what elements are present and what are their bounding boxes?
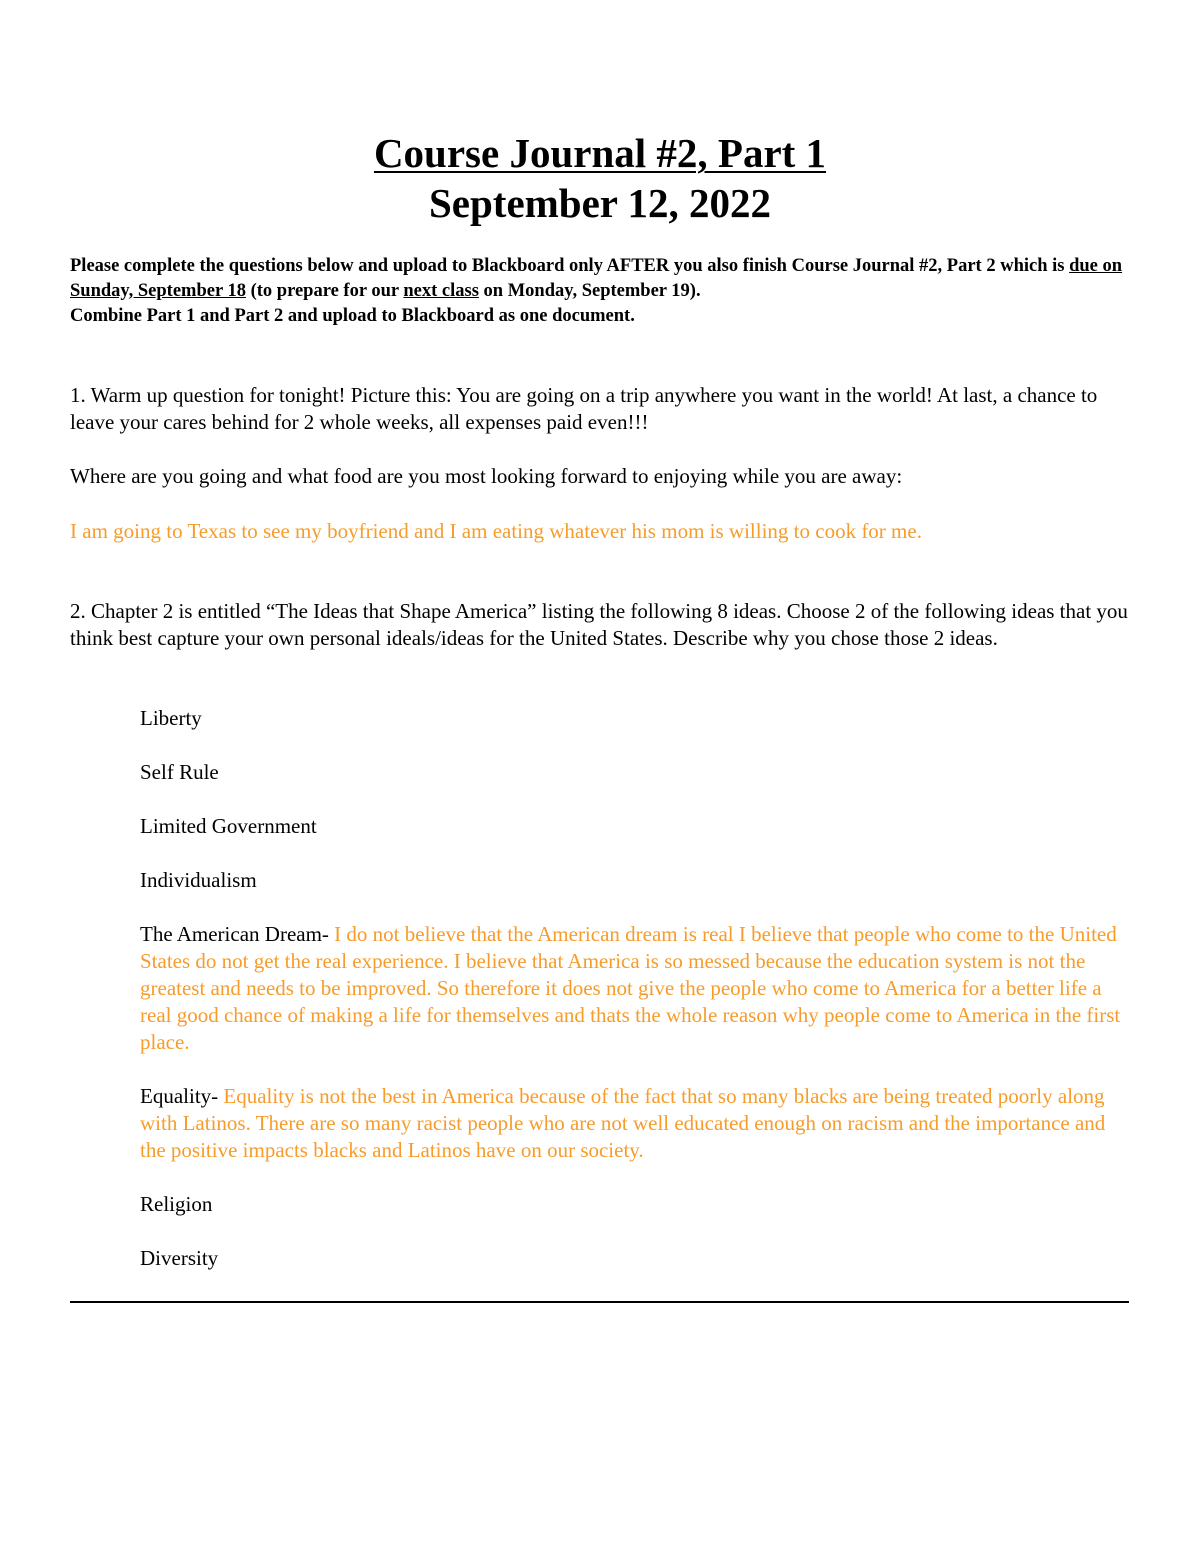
instructions-paragraph [70,254,1140,304]
question-1-answer: I am going to Texas to see my boyfriend and I am eating whatever his mom is willing to cook for me. [70,519,922,543]
question-1-followup: Where are you going and what food are you most looking forward to enjoying while you are away: [70,464,903,488]
idea-label: Individualism [140,868,257,892]
idea-label: Liberty [140,706,202,730]
document-title: Course Journal #2, Part 1 [373,130,827,176]
horizontal-rule [70,1301,1129,1303]
due-date-text: due on Sunday, September 18 [70,256,1123,301]
next-class-text: next class [403,281,479,301]
instructions-text-a: Please complete the questions below and upload to Blackboard only AFTER you also finish Course Journal #2, Part 2 which is [70,256,1070,276]
ideas-list [140,705,1135,1299]
idea-label: Equality- [140,1084,224,1108]
instructions-text-b: (to prepare for our [245,281,404,301]
idea-label: The American Dream- [140,922,335,946]
document-header [0,128,1200,228]
idea-item [140,705,1135,732]
combine-instruction: Combine Part 1 and Part 2 and upload to Blackboard as one document. [70,306,635,326]
idea-item [140,867,1135,894]
question-2-prompt: 2. Chapter 2 is entitled “The Ideas that Shape America” listing the following 8 ideas. Choose 2 of the following ideas that you think best capture your own personal ideals/ideas for the United States. Describe why you chose those 2 ideas. [70,599,1128,650]
idea-label: Limited Government [140,814,317,838]
instructions [70,254,1140,329]
instructions-text-c: on Monday, September 19). [478,281,701,301]
idea-item [140,1083,1135,1164]
idea-item [140,1191,1135,1218]
document-date: September 12, 2022 [428,180,771,226]
idea-label: Diversity [140,1246,219,1270]
idea-answer: I do not believe that the American dream is real I believe that people who come to the United States do not get the real experience. I believe that America is so messed because the education system is not the greatest and needs to be improved. So therefore it does not give the people who come to America for a better life a real good chance of making a life for themselves and thats the whole reason why people come to America in the first place. [140,922,1121,1054]
idea-item [140,813,1135,840]
idea-item [140,921,1135,1056]
idea-answer: Equality is not the best in America because of the fact that so many blacks are being treated poorly along with Latinos. There are so many racist people who are not well educated enough on racism and the importance and the positive impacts blacks and Latinos have on our society. [140,1084,1106,1162]
idea-label: Religion [140,1192,213,1216]
idea-label: Self Rule [140,760,219,784]
idea-item [140,1245,1135,1272]
idea-item [140,759,1135,786]
question-1-prompt: 1. Warm up question for tonight! Picture this: You are going on a trip anywhere you want in the world! At last, a chance to leave your cares behind for 2 whole weeks, all expenses paid even!!! [70,383,1098,434]
